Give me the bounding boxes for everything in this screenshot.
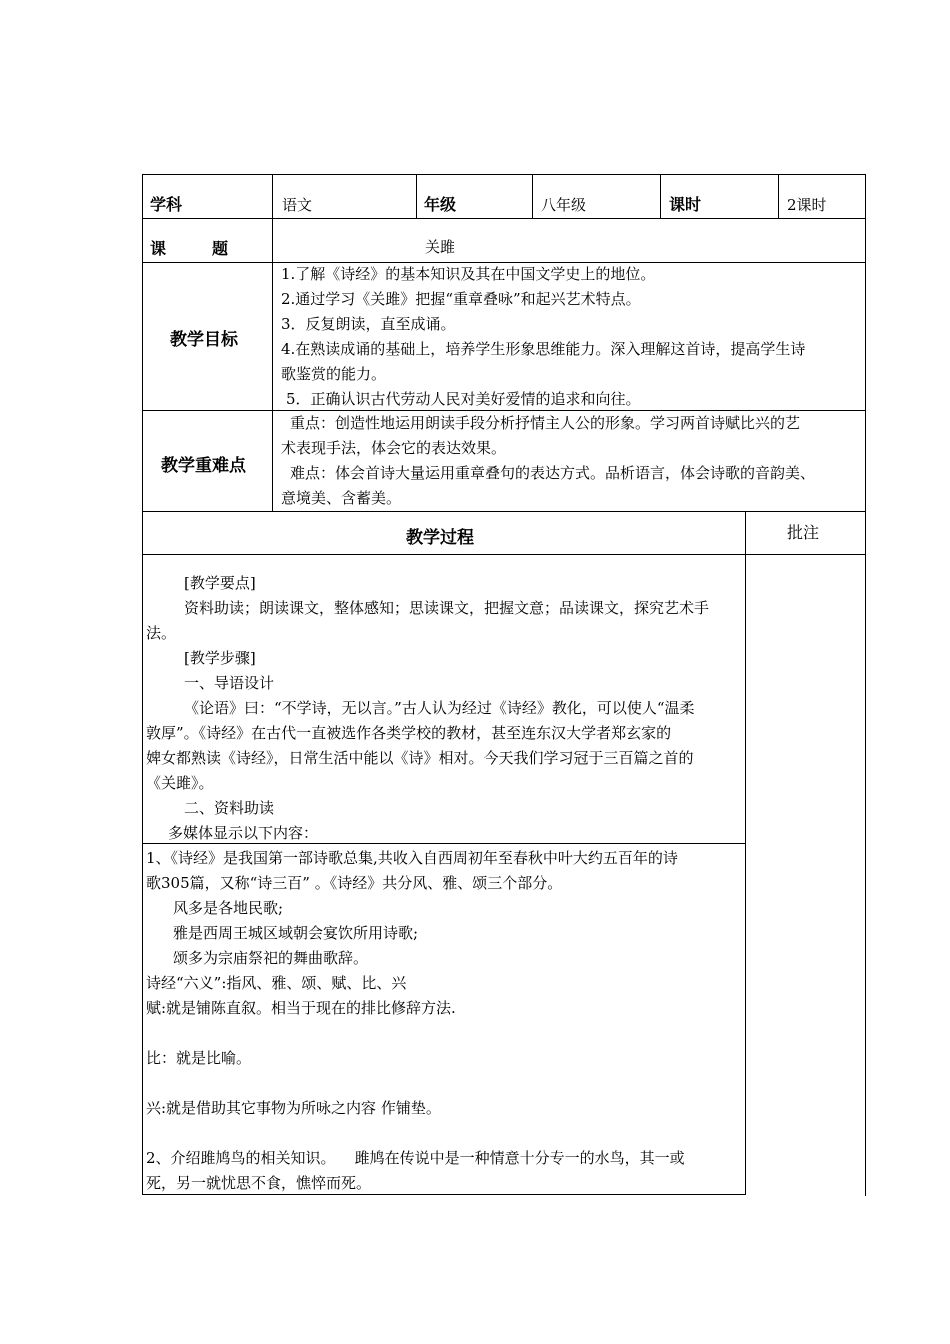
hours-value: 2课时 bbox=[787, 196, 827, 214]
key-points-list bbox=[281, 411, 815, 511]
inner-line: 雅是西周王城区域朝会宴饮所用诗歌; bbox=[173, 924, 419, 942]
notes-label: 批注 bbox=[787, 523, 820, 542]
inner-line: 死，另一就忧思不食，憔悴而死。 bbox=[146, 1174, 372, 1192]
process-line: 《关雎》。 bbox=[146, 774, 214, 792]
objective-line: 2.通过学习《关雎》把握“重章叠咏”和起兴艺术特点。 bbox=[281, 290, 641, 308]
objective-line: 歌鉴赏的能力。 bbox=[281, 365, 387, 383]
hours-value-divider bbox=[778, 174, 779, 218]
table-border-right bbox=[865, 174, 866, 1196]
inner-line: 兴:就是借助其它事物为所咏之内容 作铺垫。 bbox=[146, 1099, 441, 1117]
inner-line: 诗经“六义”:指风、雅、颂、赋、比、兴 bbox=[146, 974, 407, 992]
topic-label-second-char: 题 bbox=[212, 239, 229, 258]
grade-value: 八年级 bbox=[541, 196, 587, 214]
grade-label: 年级 bbox=[424, 195, 457, 214]
inner-line: 颂多为宗庙祭祀的舞曲歌辞。 bbox=[173, 949, 369, 967]
process-line: 敦厚”。《诗经》在古代一直被选作各类学校的教材，甚至连东汉大学者郑玄家的 bbox=[146, 724, 672, 742]
topic-label-first-char: 课 bbox=[150, 239, 167, 258]
process-line: [教学步骤] bbox=[184, 649, 256, 667]
objective-line: 3．反复朗读，直至成诵。 bbox=[281, 315, 456, 333]
process-line: 多媒体显示以下内容： bbox=[168, 824, 319, 842]
hours-label-divider bbox=[660, 174, 661, 218]
inner-line: 2、介绍雎鸠鸟的相关知识。 雎鸠在传说中是一种情意十分专一的水鸟，其一或 bbox=[146, 1149, 685, 1167]
objectives-list bbox=[281, 262, 805, 412]
objective-line: 5．正确认识古代劳动人民对美好爱情的追求和向往。 bbox=[286, 390, 641, 408]
notes-column-divider bbox=[745, 511, 746, 1195]
inner-line: 比：就是比喻。 bbox=[146, 1049, 252, 1067]
process-line: 法。 bbox=[146, 624, 177, 642]
process-line: 资料助读；朗读课文，整体感知；思读课文，把握文意；品读课文，探究艺术手 bbox=[184, 599, 710, 617]
table-border-left bbox=[142, 174, 143, 1194]
objectives-label: 教学目标 bbox=[170, 330, 238, 350]
process-line: 二、资料助读 bbox=[184, 799, 275, 817]
subject-label: 学科 bbox=[150, 195, 183, 214]
subject-value: 语文 bbox=[282, 196, 313, 214]
label-column-divider bbox=[272, 174, 273, 511]
key-point-line: 术表现手法，体会它的表达效果。 bbox=[281, 439, 507, 457]
inner-line: 风多是各地民歌; bbox=[173, 899, 284, 917]
key-point-line: 重点：创造性地运用朗读手段分析抒情主人公的形象。学习两首诗赋比兴的艺 bbox=[290, 414, 801, 432]
inner-line: 赋:就是铺陈直叙。相当于现在的排比修辞方法. bbox=[146, 999, 456, 1017]
process-line: 《论语》曰：“不学诗，无以言。”古人认为经过《诗经》教化，可以使人“温柔 bbox=[184, 699, 695, 717]
objective-line: 4.在熟读成诵的基础上，培养学生形象思维能力。深入理解这首诗，提高学生诗 bbox=[281, 340, 806, 358]
objective-line: 1.了解《诗经》的基本知识及其在中国文学史上的地位。 bbox=[281, 265, 656, 283]
inner-box-content bbox=[146, 846, 685, 1196]
row-divider-4 bbox=[142, 511, 866, 512]
hours-label: 课时 bbox=[669, 195, 702, 214]
row-divider-5 bbox=[142, 554, 866, 555]
table-border-top bbox=[142, 174, 866, 175]
key-points-label: 教学重难点 bbox=[161, 456, 246, 476]
process-line: [教学要点] bbox=[184, 574, 256, 592]
grade-label-divider bbox=[416, 174, 417, 218]
key-point-line: 难点：体会首诗大量运用重章叠句的表达方式。品析语言，体会诗歌的音韵美、 bbox=[290, 464, 816, 482]
inner-line: 歌305篇，又称“诗三百” 。《诗经》共分风、雅、颂三个部分。 bbox=[146, 874, 563, 892]
row-divider-1 bbox=[142, 218, 866, 219]
inner-line: 1、《诗经》是我国第一部诗歌总集,共收入自西周初年至春秋中叶大约五百年的诗 bbox=[146, 849, 678, 867]
process-label: 教学过程 bbox=[406, 528, 474, 548]
process-body bbox=[146, 571, 709, 846]
process-line: 婢女都熟读《诗经》，日常生活中能以《诗》相对。今天我们学习冠于三百篇之首的 bbox=[146, 749, 694, 767]
key-point-line: 意境美、含蓄美。 bbox=[281, 489, 402, 507]
topic-value: 关雎 bbox=[425, 238, 456, 256]
process-line: 一、导语设计 bbox=[184, 674, 275, 692]
grade-value-divider bbox=[532, 174, 533, 218]
